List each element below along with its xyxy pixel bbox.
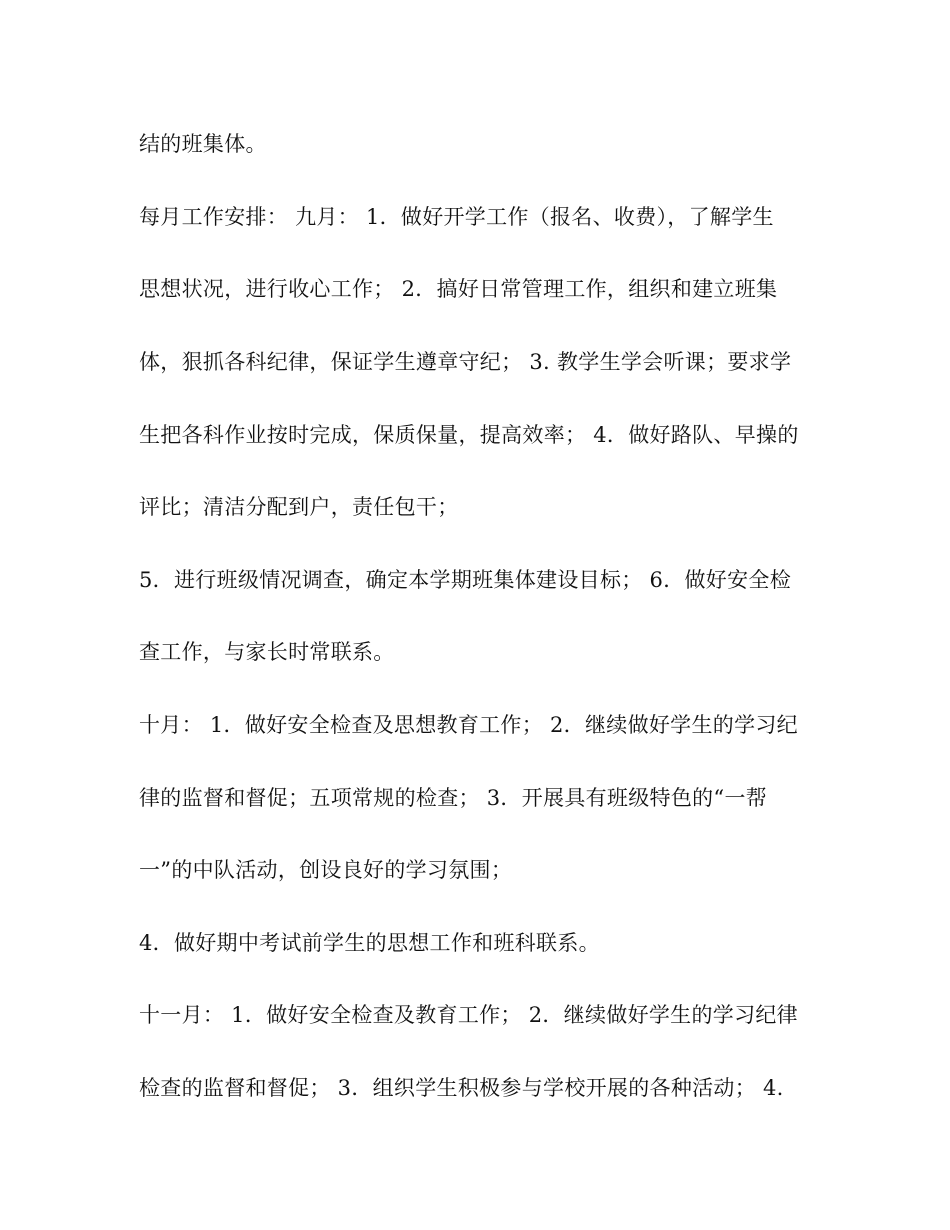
text-line: 查工作，与家长时常联系。 [139, 640, 395, 664]
text-line: 每月工作安排： 九月： 1．做好开学工作（报名、收费），了解学生 [139, 205, 774, 229]
text-line: 检查的监督和督促； 3．组织学生积极参与学校开展的各种活动； 4. [139, 1076, 784, 1100]
text-line: 评比；清洁分配到户，责任包干； [139, 495, 459, 519]
text-line: 生把各科作业按时完成，保质保量，提高效率； 4．做好路队、早操的 [139, 423, 799, 447]
text-line: 5．进行班级情况调查，确定本学期班集体建设目标； 6．做好安全检 [139, 568, 791, 592]
text-line: 一”的中队活动，创设良好的学习氛围； [139, 858, 513, 882]
text-line: 4．做好期中考试前学生的思想工作和班科联系。 [139, 931, 600, 955]
text-line: 律的监督和督促；五项常规的检查； 3．开展具有班级特色的“一帮 [139, 786, 768, 810]
text-line: 十一月： 1．做好安全检查及教育工作； 2．继续做好学生的学习纪律 [139, 1003, 798, 1027]
text-line: 思想状况，进行收心工作； 2．搞好日常管理工作，组织和建立班集 [139, 277, 778, 301]
text-line: 结的班集体。 [139, 132, 267, 156]
text-line: 十月： 1．做好安全检查及思想教育工作； 2．继续做好学生的学习纪 [139, 713, 798, 737]
text-line: 体，狠抓各科纪律，保证学生遵章守纪； 3. 教学生学会听课；要求学 [139, 350, 792, 374]
